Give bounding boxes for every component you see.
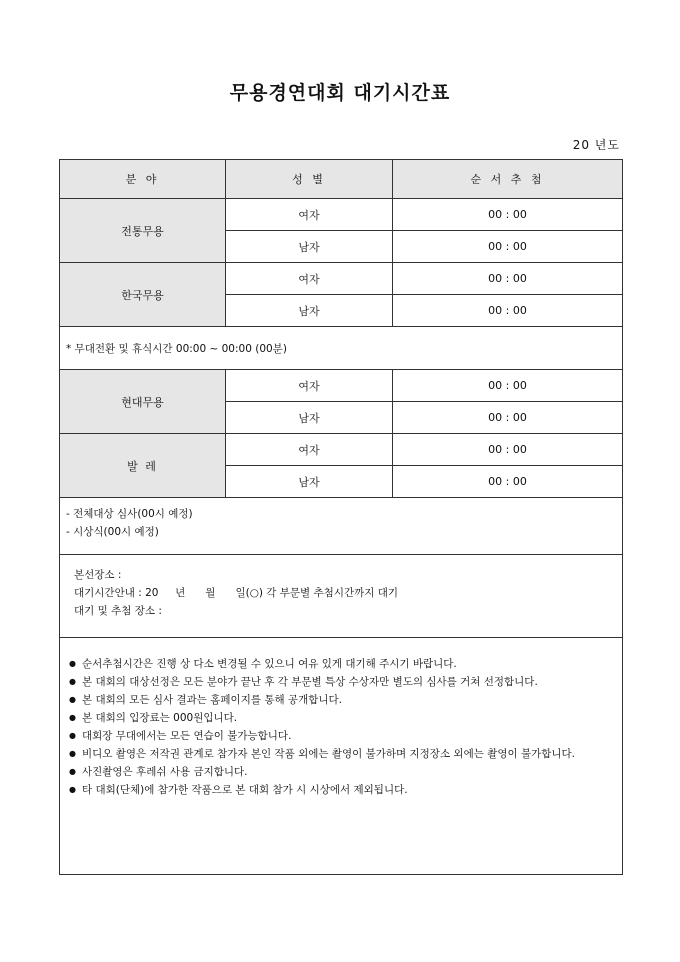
time-cell: 00 : 00 bbox=[393, 231, 623, 263]
table-row bbox=[60, 370, 623, 402]
notice-item: ● 타 대회(단체)에 참가한 작품으로 본 대회 참가 시 시상에서 제외됩니다. bbox=[67, 781, 612, 799]
gender-cell: 남자 bbox=[226, 231, 393, 263]
venue-line: 대기시간안내 : 20 년 월 일(○) 각 부문별 추첨시간까지 대기 bbox=[74, 587, 399, 599]
gender-cell: 남자 bbox=[226, 295, 393, 327]
category-cell: 한국무용 bbox=[60, 263, 226, 327]
category-cell: 전통무용 bbox=[60, 199, 226, 263]
gender-cell: 여자 bbox=[226, 370, 393, 402]
time-cell: 00 : 00 bbox=[393, 199, 623, 231]
notice-item: ● 순서추첨시간은 진행 상 다소 변경될 수 있으니 여유 있게 대기해 주시기 바랍니다. bbox=[67, 655, 612, 673]
venue-row bbox=[60, 555, 623, 638]
venue-line: 대기 및 추첨 장소 : bbox=[74, 605, 162, 617]
header-field: 분 야 bbox=[60, 160, 226, 199]
break-note: * 무대전환 및 휴식시간 00:00 ~ 00:00 (00분) bbox=[60, 327, 623, 370]
time-cell: 00 : 00 bbox=[393, 466, 623, 498]
notice-item: ● 대회장 무대에서는 모든 연습이 불가능합니다. bbox=[67, 727, 612, 745]
venue-line: 본선장소 : bbox=[74, 569, 122, 581]
schedule-notes-cell bbox=[60, 498, 623, 555]
schedule-table bbox=[59, 159, 623, 875]
time-cell: 00 : 00 bbox=[393, 263, 623, 295]
header-gender: 성 별 bbox=[226, 160, 393, 199]
notice-item: ● 본 대회의 입장료는 000원입니다. bbox=[67, 709, 612, 727]
notices-cell bbox=[60, 638, 623, 875]
schedule-note: - 시상식(00시 예정) bbox=[66, 526, 159, 538]
notice-item: ● 본 대회의 대상선정은 모든 분야가 끝난 후 각 부문별 특상 수상자만 별도의 심사를 거쳐 선정합니다. bbox=[67, 673, 612, 691]
gender-cell: 여자 bbox=[226, 263, 393, 295]
time-cell: 00 : 00 bbox=[393, 402, 623, 434]
venue-cell bbox=[60, 555, 623, 638]
table-row bbox=[60, 199, 623, 231]
gender-cell: 남자 bbox=[226, 402, 393, 434]
table-row bbox=[60, 263, 623, 295]
gender-cell: 여자 bbox=[226, 199, 393, 231]
time-cell: 00 : 00 bbox=[393, 434, 623, 466]
schedule-notes-row bbox=[60, 498, 623, 555]
notice-item: ● 사진촬영은 후레쉬 사용 금지합니다. bbox=[67, 763, 612, 781]
notice-item: ● 비디오 촬영은 저작권 관계로 참가자 본인 작품 외에는 촬영이 불가하며 지정장소 외에는 촬영이 불가합니다. bbox=[67, 745, 612, 763]
notices-row bbox=[60, 638, 623, 875]
year-label: 20 년도 bbox=[572, 138, 620, 152]
gender-cell: 남자 bbox=[226, 466, 393, 498]
gender-cell: 여자 bbox=[226, 434, 393, 466]
schedule-note: - 전체대상 심사(00시 예정) bbox=[66, 508, 193, 520]
notice-item: ● 본 대회의 모든 심사 결과는 홈페이지를 통해 공개합니다. bbox=[67, 691, 612, 709]
time-cell: 00 : 00 bbox=[393, 295, 623, 327]
document-title: 무용경연대회 대기시간표 bbox=[229, 82, 451, 104]
category-cell: 현대무용 bbox=[60, 370, 226, 434]
category-cell: 발 레 bbox=[60, 434, 226, 498]
break-row bbox=[60, 327, 623, 370]
header-order: 순 서 추 첨 bbox=[393, 160, 623, 199]
time-cell: 00 : 00 bbox=[393, 370, 623, 402]
table-header-row bbox=[60, 160, 623, 199]
table-row bbox=[60, 434, 623, 466]
